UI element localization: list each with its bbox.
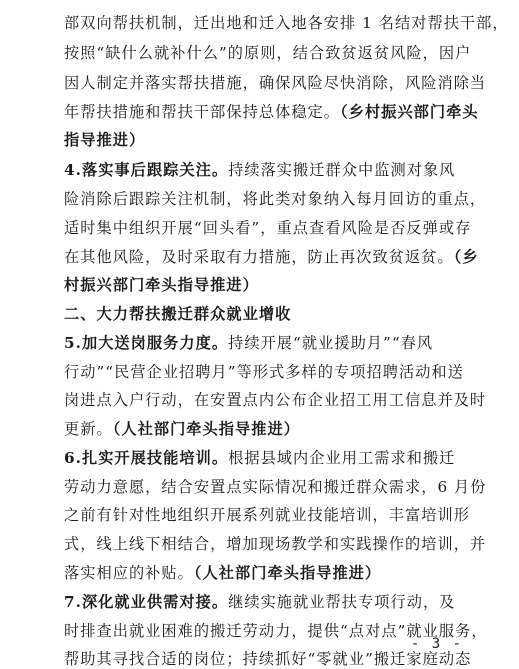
text-line (64, 130, 469, 150)
text-line (64, 102, 479, 122)
text-run: 部双向帮扶机制，迁出地和迁入地各安排 1 名结对帮扶干部， (64, 14, 509, 32)
text-line (64, 333, 469, 353)
text-run: 之前有针对性地组织开展系列就业技能培训，丰富培训形 (64, 506, 470, 524)
text-run: 持续落实搬迁群众中监测对象风 (228, 161, 456, 179)
text-line (64, 448, 469, 468)
text-line (64, 13, 509, 33)
bold-text-run: （人社部门牵头指导推进） (112, 420, 300, 438)
text-line (64, 218, 472, 238)
text-line (64, 649, 472, 669)
text-run: 劳动力意愿，结合安置点实际情况和搬迁群众需求，6 月份 (64, 478, 487, 496)
text-line (64, 390, 487, 410)
text-run: 落实相应的补贴。 (64, 564, 194, 582)
bold-text-run: 7.深化就业供需对接。 (64, 593, 229, 611)
text-line (64, 534, 487, 554)
bold-text-run: （人社部门牵头指导推进） (193, 564, 382, 582)
text-run: 因人制定并落实帮扶措施，确保风险尽快消除，风险消除当 (64, 74, 487, 92)
text-run: 险消除后跟踪关注机制，将此类对象纳入每月回访的重点， (64, 190, 487, 208)
text-run: 更新。 (64, 420, 113, 438)
bold-text-run: （乡村振兴部门牵头 (340, 103, 479, 121)
text-line (64, 419, 469, 439)
text-line (64, 247, 479, 267)
text-run: 根据县域内企业用工需求和搬迁 (228, 449, 456, 467)
text-line (64, 275, 469, 295)
bold-text-run: 4.落实事后跟踪关注。 (64, 161, 229, 179)
text-line (64, 43, 472, 63)
text-line (64, 477, 487, 497)
text-run: 式，线上线下相结合，增加现场教学和实践操作的培训，并 (64, 535, 487, 553)
text-line (64, 563, 469, 583)
page-number: - 3 - (410, 636, 463, 652)
text-run: 时排查出就业困难的搬迁劳动力，提供“点对点”就业服务， (64, 622, 488, 640)
bold-text-run: （乡 (453, 248, 479, 266)
text-run: 按照“缺什么就补什么”的原则，结合致贫返贫风险，因户 (64, 44, 472, 62)
text-run: 持续开展“就业援助月”“春风 (228, 334, 434, 352)
text-line (64, 73, 487, 93)
text-run: 岗进点入户行动，在安置点内公布企业招工用工信息并及时 (64, 391, 487, 409)
text-run: 帮助其寻找合适的岗位；持续抓好“零就业”搬迁家庭动态 (64, 650, 472, 668)
text-line (64, 160, 469, 180)
bold-text-run: 指导推进） (64, 131, 146, 149)
text-run: 年帮扶措施和帮扶干部保持总体稳定。 (64, 103, 341, 121)
text-run: 行动”“民营企业招聘月”等形式多样的专项招聘活动和送 (64, 363, 464, 381)
bold-text-run: 6.扎实开展技能培训。 (64, 449, 229, 467)
text-run: 继续实施就业帮扶专项行动，及 (228, 593, 456, 611)
bold-text-run: 5.加大送岗服务力度。 (64, 334, 229, 352)
bold-text-run: 二、大力帮扶搬迁群众就业增收 (64, 305, 292, 323)
text-line (64, 304, 469, 324)
text-line (64, 592, 469, 612)
text-line (64, 362, 469, 382)
text-line (64, 189, 487, 209)
text-run: 适时集中组织开展“回头看”，重点查看风险是否反弹或存 (64, 219, 472, 237)
text-line (64, 621, 488, 641)
text-run: 在其他风险，及时采取有力措施，防止再次致贫返贫。 (64, 248, 454, 266)
text-line (64, 505, 469, 525)
bold-text-run: 村振兴部门牵头指导推进） (64, 276, 259, 294)
